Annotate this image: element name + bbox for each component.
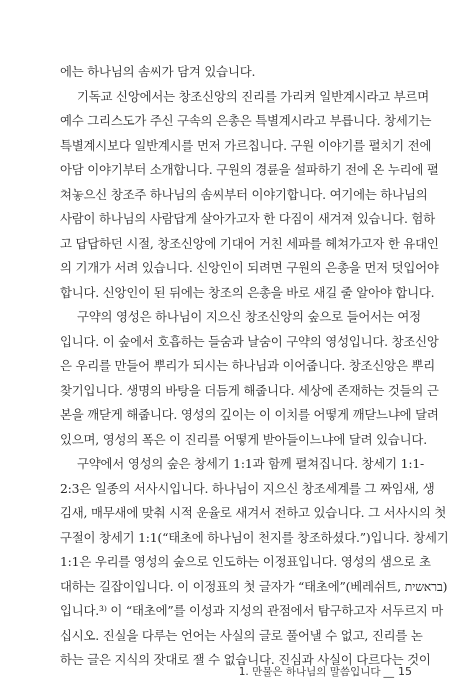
text-line: 아담 이야기부터 소개합니다. 구원의 경륜을 설파하기 전에 온 누리에 펼 xyxy=(60,162,439,177)
text-line: 은 우리를 만들어 뿌리가 되시는 하나님과 이어줍니다. 창조신앙은 뿌리 xyxy=(60,358,435,373)
text-line: 구약에서 영성의 숲은 창세기 1:1과 함께 펼쳐집니다. 창세기 1:1- xyxy=(77,456,425,471)
running-header-chapter: 1. 만물은 하나님의 말씀입니다 xyxy=(238,666,381,678)
text-line: 에는 하나님의 솜씨가 담겨 있습니다. xyxy=(60,64,256,79)
text-line: 쳐놓으신 창조주 하나님의 솜씨부터 이야기합니다. 여기에는 하나님의 xyxy=(60,186,428,202)
text-line: 대하는 길잡이입니다. 이 이정표의 첫 글자가 “태초에”(베레쉬트, בראשית) xyxy=(60,578,448,594)
text-line: 찾기입니다. 생명의 바탕을 더듬게 해줍니다. 세상에 존재하는 것들의 근 xyxy=(60,382,439,398)
page-footer xyxy=(239,664,412,679)
text-line: 구약의 영성은 하나님이 지으신 창조신앙의 숲으로 들어서는 여정 xyxy=(77,309,421,324)
text-line: 특별계시보다 일반계시를 먼저 가르칩니다. 구원 이야기를 펼치기 전에 xyxy=(60,137,432,153)
body-text xyxy=(60,60,449,673)
text-line: 예수 그리스도가 주신 구속의 은총은 특별계시라고 부릅니다. 창세기는 xyxy=(60,113,432,128)
text-line: 고 답답하던 시절, 창조신앙에 기대어 거친 세파를 헤쳐가고자 한 유대인 xyxy=(60,235,439,251)
text-line: 하는 글은 지식의 잣대로 잴 수 없습니다. 진심과 사실이 다르다는 것이 xyxy=(60,652,431,667)
text-line: 2:3은 일종의 서사시입니다. 하나님이 지으신 창조세계를 그 짜임새, 생 xyxy=(60,480,435,496)
text-line: 합니다. 신앙인이 된 뒤에는 창조의 은총을 바로 새길 줄 알아야 합니다. xyxy=(60,284,435,300)
text-line: 입니다. 이 숲에서 호흡하는 들숨과 날숨이 구약의 영성입니다. 창조신앙 xyxy=(60,333,439,349)
text-line: 십시오. 진실을 다루는 언어는 사실의 글로 풀어낼 수 없고, 진리를 논 xyxy=(60,627,423,643)
page-number: 15 xyxy=(398,665,412,678)
footer-separator: __ xyxy=(383,666,394,678)
text-line: 본을 깨닫게 해줍니다. 영성의 깊이는 이 이치를 어떻게 깨닫느냐에 달려 xyxy=(60,407,439,422)
text-line: 김새, 매무새에 맞춰 시적 운율로 새겨서 전하고 있습니다. 그 서사시의 첫 xyxy=(60,505,447,520)
text-line: 있으며, 영성의 폭은 이 진리를 어떻게 받아들이느냐에 달려 있습니다. xyxy=(60,431,427,447)
text-line: 의 기개가 서려 있습니다. 신앙인이 되려면 구원의 은총을 먼저 덧입어야 xyxy=(60,260,439,275)
text-line: 1:1은 우리를 영성의 숲으로 인도하는 이정표입니다. 영성의 샘으로 초 xyxy=(60,554,431,569)
text-line: 기독교 신앙에서는 창조신앙의 진리를 가리켜 일반계시라고 부르며 xyxy=(77,88,429,104)
text-line: 구절이 창세기 1:1(“태초에 하나님이 천지를 창조하셨다.”)입니다. 창세기 xyxy=(60,529,449,545)
text-line: 사람이 하나님의 사람답게 살아가고자 한 다짐이 새겨져 있습니다. 험하 xyxy=(60,211,435,226)
text-line: 입니다.³⁾ 이 “태초에”를 이성과 지성의 관점에서 탐구하고자 서두르지 마 xyxy=(60,603,444,618)
